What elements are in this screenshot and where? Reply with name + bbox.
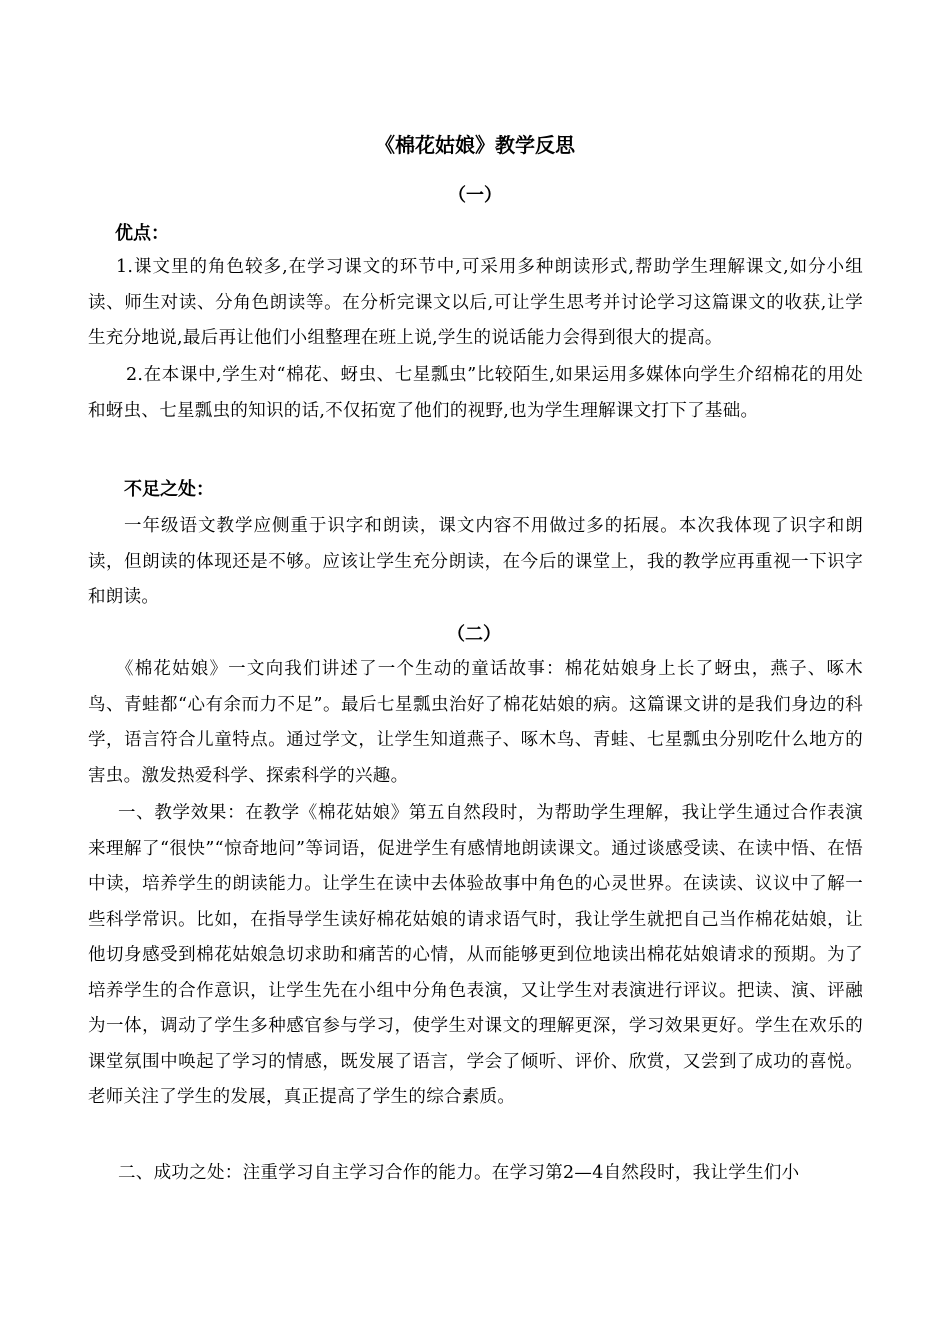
intro-paragraph: 《棉花姑娘》一文向我们讲述了一个生动的童话故事：棉花姑娘身上长了蚜虫，燕子、啄木鸟、青蛙都“心有余而力不足”。最后七星瓢虫治好了棉花姑娘的病。这篇课文讲的是我们身边的科学，语言符合儿童特点。通过学文，让学生知道燕子、啄木鸟、青蛙、七星瓢虫分别吃什么地方的害虫。激发热爱科学、探索科学的兴趣。 (88, 659, 863, 786)
weakness-paragraph: 一年级语文教学应侧重于识字和朗读，课文内容不用做过多的拓展。本次我体现了识字和朗读，但朗读的体现还是不够。应该让学生充分朗读，在今后的课堂上，我的教学应再重视一下识字和朗读。 (88, 516, 863, 607)
strength-paragraph-1: 1.课文里的角色较多,在学习课文的环节中,可采用多种朗读形式,帮助学生理解课文,如分小组读、师生对读、分角色朗读等。在分析完课文以后,可让学生思考并讨论学习这篇课文的收获,让学生充分地说,最后再让他们小组整理在班上说,学生的说话能力会得到很大的提高。 (88, 257, 863, 348)
section-mark-one: （一） (448, 185, 502, 206)
teaching-effect-paragraph: 一、教学效果：在教学《棉花姑娘》第五自然段时，为帮助学生理解，我让学生通过合作表演来理解了“很快”“惊奇地问”等词语，促进学生有感情地朗读课文。通过谈感受读、在读中悟、在悟中读，培养学生的朗读能力。让学生在读中去体验故事中角色的心灵世界。在读读、议议中了解一些科学常识。比如，在指导学生读好棉花姑娘的请求语气时，我让学生就把自己当作棉花姑娘，让他切身感受到棉花姑娘急切求助和痛苦的心情，从而能够更到位地读出棉花姑娘请求的预期。为了培养学生的合作意识，让学生先在小组中分角色表演，又让学生对表演进行评议。把读、演、评融为一体，调动了学生多种感官参与学习，使学生对课文的理解更深，学习效果更好。学生在欢乐的课堂氛围中唤起了学习的情感，既发展了语言，学会了倾听、评价、欣赏，又尝到了成功的喜悦。老师关注了学生的发展，真正提高了学生的综合素质。 (88, 803, 863, 1107)
strengths-heading: 优点： (115, 223, 169, 244)
strength-paragraph-2: 2.在本课中,学生对“棉花、蚜虫、七星瓢虫”比较陌生,如果运用多媒体向学生介绍棉花的用处和蚜虫、七星瓢虫的知识的话,不仅拓宽了他们的视野,也为学生理解课文打下了基础。 (88, 365, 863, 421)
success-paragraph: 二、成功之处：注重学习自主学习合作的能力。在学习第2—4自然段时，我让学生们小 (118, 1163, 800, 1183)
section-mark-two: （二） (447, 624, 501, 645)
document-title: 《棉花姑娘》教学反思 (375, 133, 575, 157)
weakness-heading: 不足之处： (124, 479, 214, 500)
